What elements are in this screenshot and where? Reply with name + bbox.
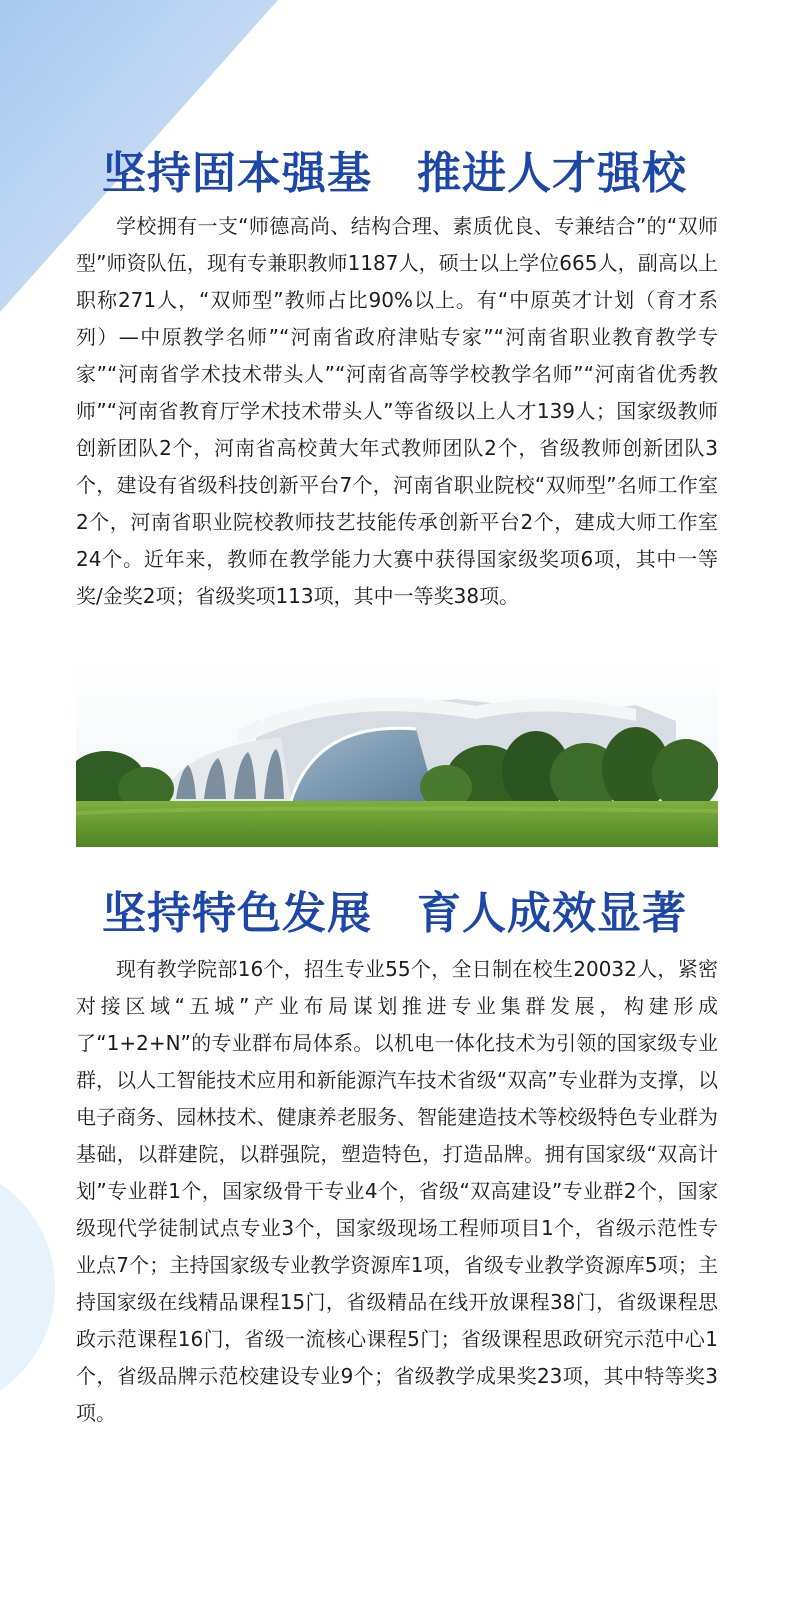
campus-building-photo xyxy=(76,661,718,847)
section-paragraph-talent: 学校拥有一支“师德高尚、结构合理、素质优良、专兼结合”的“双师型”师资队伍，现有专兼职教师1187人，硕士以上学位665人，副高以上职称271人，“双师型”教师占比90%以上。有“中原英才计划（育才系列）—中原教学名师”“河南省政府津贴专家”“河南省职业教育教学专家”“河南省学术技术带头人”“河南省高等学校教学名师”“河南省优秀教师”“河南省教育厅学术技术带头人”等省级以上人才139人；国家级教师创新团队2个，河南省高校黄大年式教师团队2个，省级教师创新团队3个，建设有省级科技创新平台7个，河南省职业院校“双师型”名师工作室2个，河南省职业院校教师技艺技能传承创新平台2个，建成大师工作室24个。近年来，教师在教学能力大赛中获得国家级奖项6项，其中一等奖/金奖2项；省级奖项113项，其中一等奖38项。 xyxy=(76,214,718,608)
section-paragraph-specialty: 现有教学院部16个，招生专业55个，全日制在校生20032人，紧密对接区域“五城”产业布局谋划推进专业集群发展，构建形成了“1+2+N”的专业群布局体系。以机电一体化技术为引领的国家级专业群，以人工智能技术应用和新能源汽车技术省级“双高”专业群为支撑，以电子商务、园林技术、健康养老服务、智能建造技术等校级特色专业群为基础，以群建院，以群强院，塑造特色，打造品牌。拥有国家级“双高计划”专业群1个，国家级骨干专业4个，省级“双高建设”专业群2个，国家级现代学徒制试点专业3个，国家级现场工程师项目1个，省级示范性专业点7个；主持国家级专业教学资源库1项，省级专业教学资源库5项；主持国家级在线精品课程15门，省级精品在线开放课程38门，省级课程思政示范课程16门，省级一流核心课程5门；省级课程思政研究示范中心1个，省级品牌示范校建设专业9个；省级教学成果奖23项，其中特等奖3项。 xyxy=(76,957,718,1425)
section-heading-specialty: 坚持特色发展 育人成效显著 xyxy=(102,888,687,939)
section-heading-talent: 坚持固本强基 推进人才强校 xyxy=(102,148,687,199)
